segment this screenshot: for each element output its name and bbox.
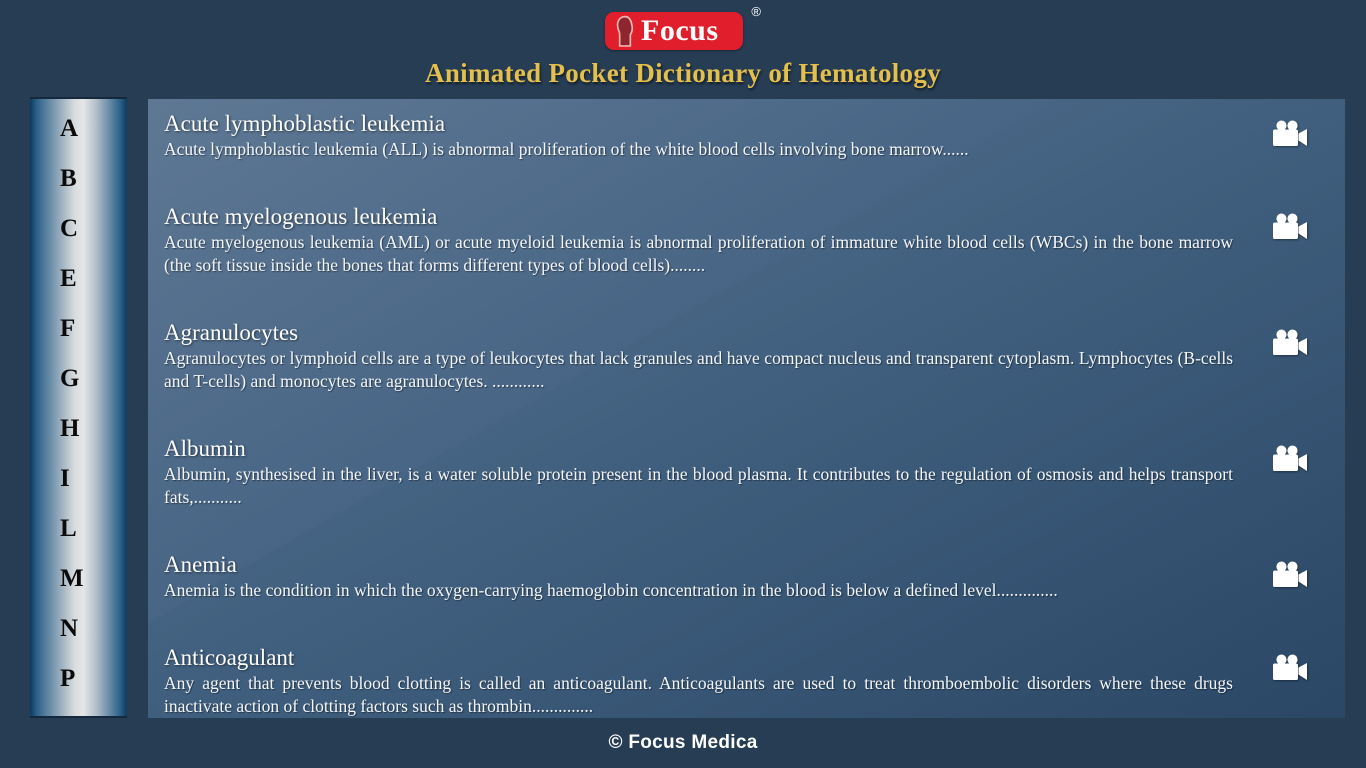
movie-camera-icon — [1271, 445, 1308, 472]
dictionary-entry[interactable] — [164, 434, 1345, 509]
entry-text — [164, 643, 1233, 718]
entry-text — [164, 550, 1233, 602]
registered-trademark-symbol: ® — [751, 4, 761, 19]
focus-logo — [605, 4, 761, 50]
person-head-icon — [613, 15, 637, 47]
movie-camera-icon — [1271, 329, 1308, 356]
entry-term[interactable]: Albumin — [164, 436, 246, 461]
play-video-button[interactable] — [1233, 109, 1345, 147]
entry-text — [164, 434, 1233, 509]
dictionary-entry[interactable] — [164, 643, 1345, 718]
copyright-text: © Focus Medica — [608, 732, 758, 753]
play-video-button[interactable] — [1233, 643, 1345, 681]
alphabet-letter[interactable]: F — [60, 315, 76, 342]
alphabet-letter[interactable]: C — [60, 215, 79, 242]
play-video-button[interactable] — [1233, 318, 1345, 356]
alphabet-letter[interactable]: H — [60, 415, 80, 442]
play-video-button[interactable] — [1233, 550, 1345, 588]
entries-panel — [148, 99, 1345, 718]
alphabet-letter[interactable]: A — [60, 115, 79, 142]
focus-logo-badge — [605, 12, 743, 50]
movie-camera-icon — [1271, 213, 1308, 240]
header — [0, 0, 1366, 99]
entry-term[interactable]: Acute myelogenous leukemia — [164, 204, 438, 229]
dictionary-entry[interactable] — [164, 318, 1345, 393]
play-video-button[interactable] — [1233, 202, 1345, 240]
entry-definition: Acute lymphoblastic leukemia (ALL) is abnormal proliferation of the white blood cells involving bone marrow...... — [164, 139, 969, 159]
entry-definition: Albumin, synthesised in the liver, is a water soluble protein present in the blood plasma. It contributes to the regulation of osmosis and helps transport fats,........... — [164, 464, 1233, 507]
movie-camera-icon — [1271, 561, 1308, 588]
entry-term[interactable]: Anemia — [164, 552, 237, 577]
dictionary-entry[interactable] — [164, 202, 1345, 277]
alphabet-letter[interactable]: G — [60, 365, 80, 392]
entry-text — [164, 318, 1233, 393]
footer-bar — [0, 718, 1366, 768]
alphabet-letter[interactable]: N — [60, 615, 79, 642]
entry-definition: Agranulocytes or lymphoid cells are a type of leukocytes that lack granules and have compact nucleus and transparent cytoplasm. Lymphocytes (B-cells and T-cells) and monocytes are agranulocytes. ............ — [164, 348, 1233, 391]
page-title: Animated Pocket Dictionary of Hematology — [425, 58, 941, 88]
entry-term[interactable]: Acute lymphoblastic leukemia — [164, 111, 446, 136]
alphabet-letter[interactable]: I — [60, 465, 70, 492]
entry-definition: Anemia is the condition in which the oxygen-carrying haemoglobin concentration in the blood is below a defined level.............. — [164, 580, 1058, 600]
entry-text — [164, 202, 1233, 277]
play-video-button[interactable] — [1233, 434, 1345, 472]
alphabet-letter[interactable]: E — [60, 265, 77, 292]
movie-camera-icon — [1271, 120, 1308, 147]
alphabet-letter[interactable]: P — [60, 665, 76, 692]
alphabet-sidebar — [30, 97, 127, 718]
entry-definition: Acute myelogenous leukemia (AML) or acute myeloid leukemia is abnormal proliferation of immature white blood cells (WBCs) in the bone marrow (the soft tissue inside the bones that forms different types of blood cells)........ — [164, 232, 1233, 275]
alphabet-letter[interactable]: L — [60, 515, 77, 542]
entry-term[interactable]: Agranulocytes — [164, 320, 299, 345]
dictionary-entry[interactable] — [164, 109, 1345, 161]
logo-wordmark: Focus — [641, 14, 719, 47]
movie-camera-icon — [1271, 654, 1308, 681]
dictionary-entry[interactable] — [164, 550, 1345, 602]
entry-definition: Any agent that prevents blood clotting is called an anticoagulant. Anticoagulants are used to treat thromboembolic disorders where these drugs inactivate action of clotting factors such as thrombin.............. — [164, 673, 1233, 716]
entry-term[interactable]: Anticoagulant — [164, 645, 295, 670]
alphabet-letter[interactable]: B — [60, 165, 77, 192]
entry-text — [164, 109, 1233, 161]
alphabet-letter[interactable]: M — [60, 565, 84, 592]
